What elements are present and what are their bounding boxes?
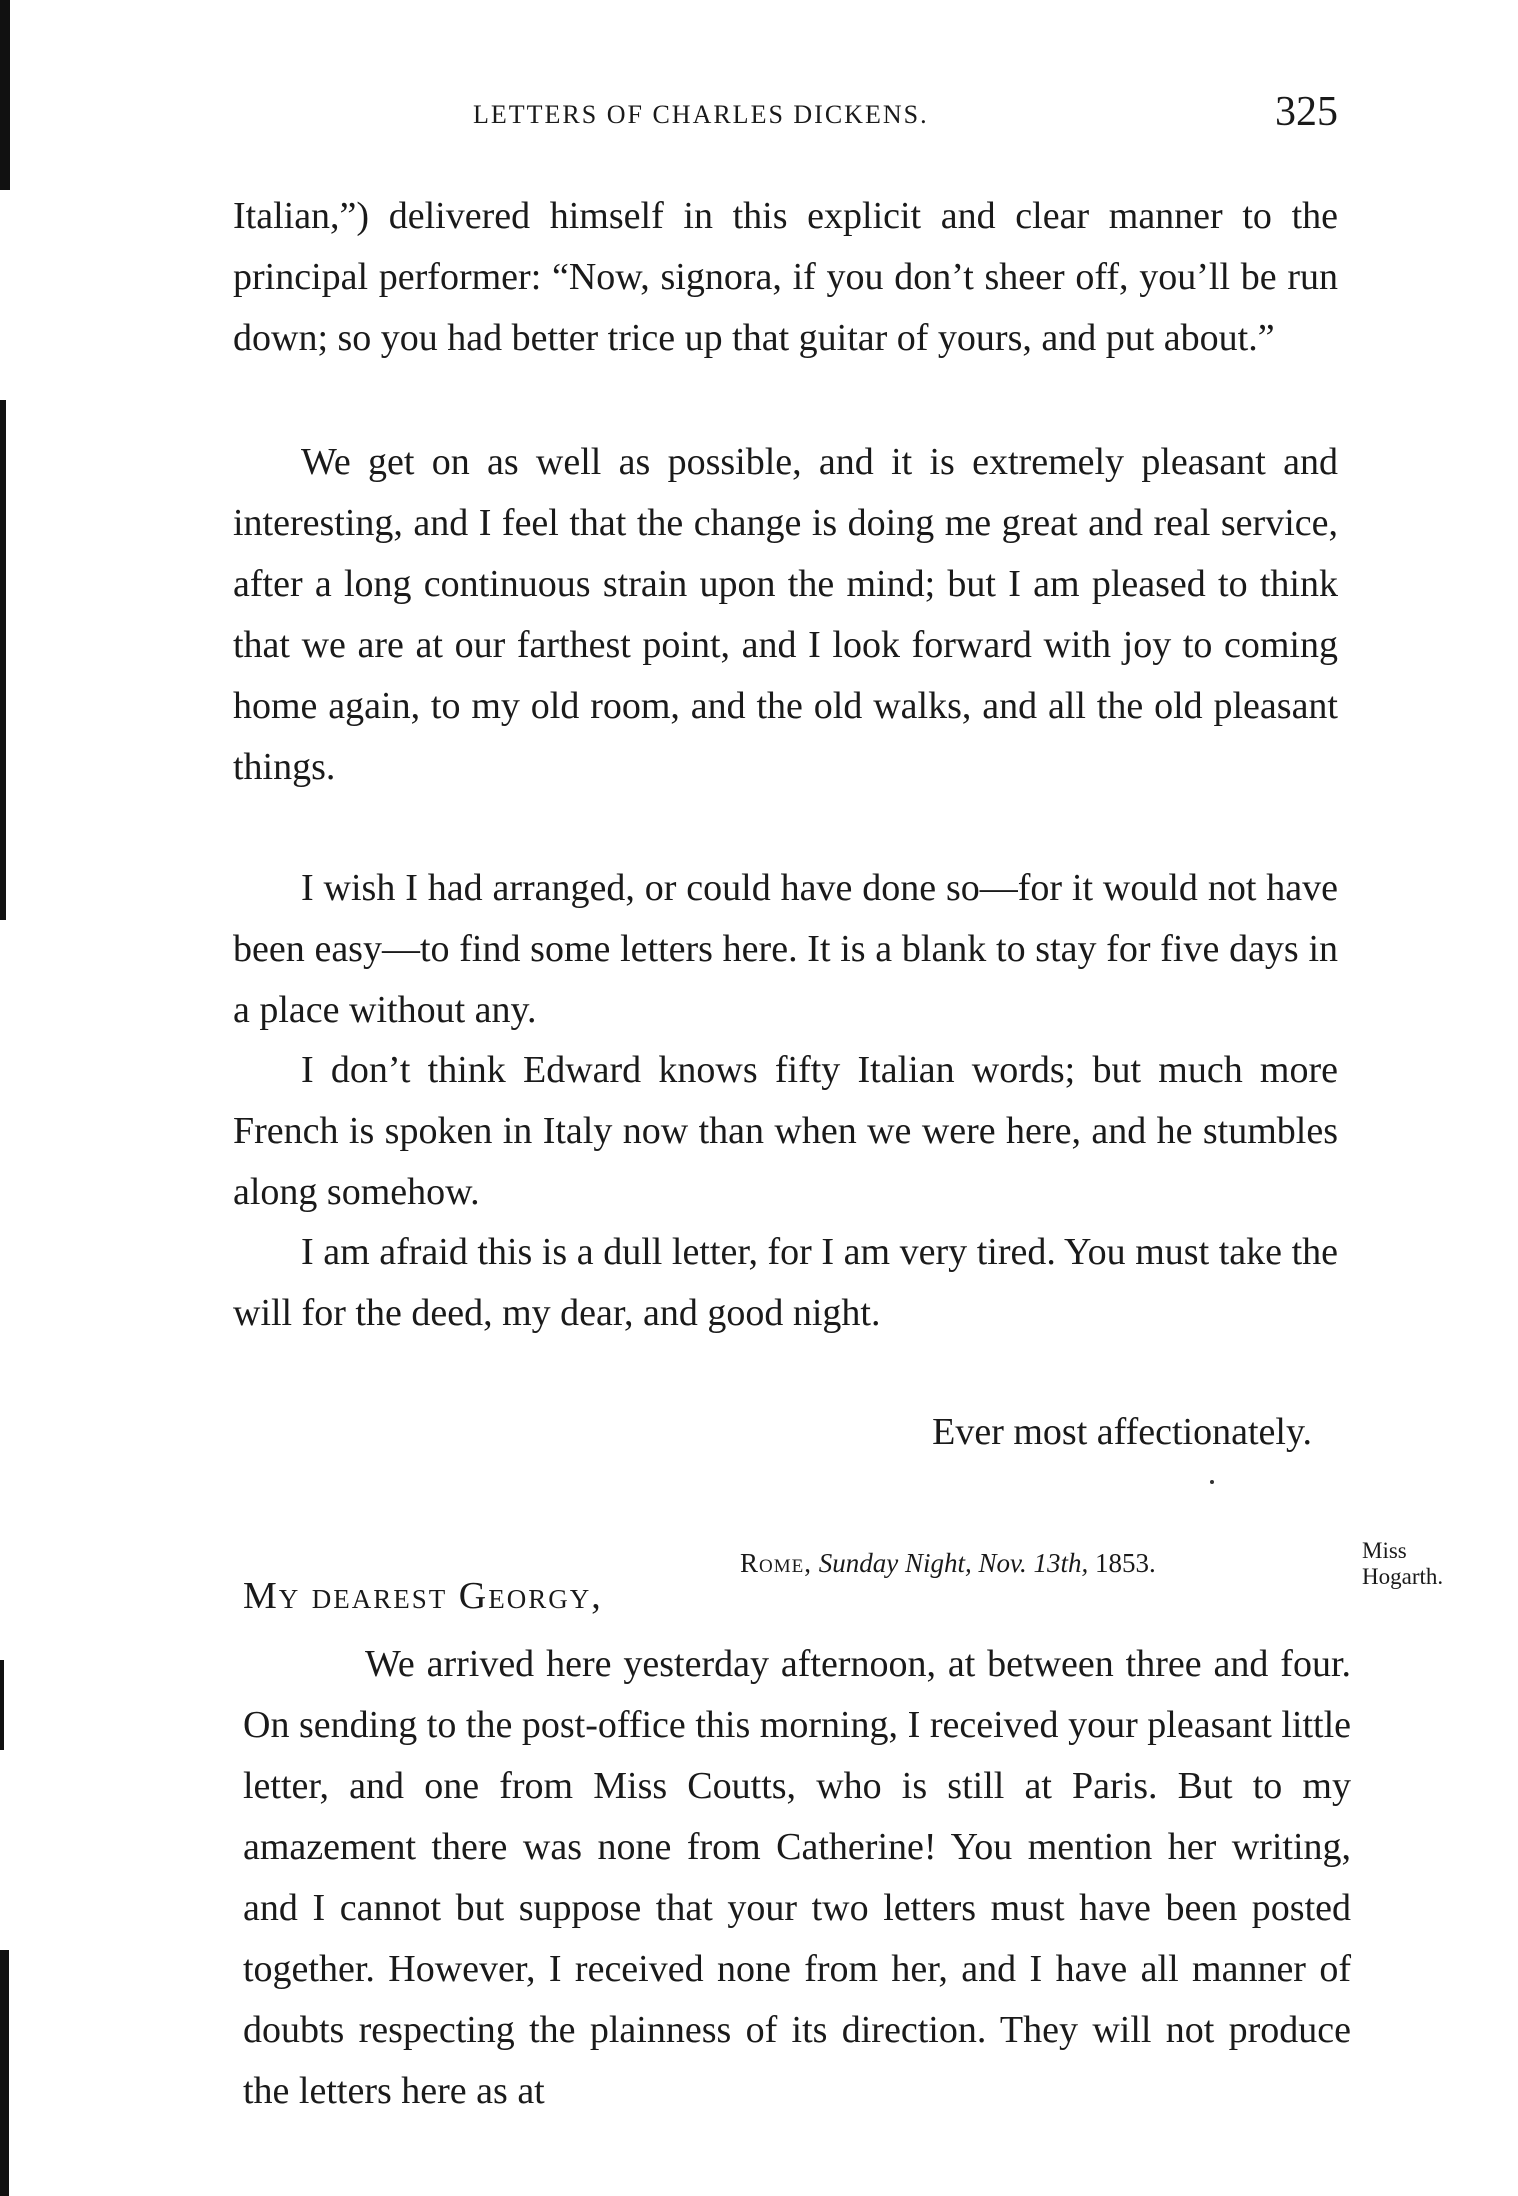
binding-edge-mark xyxy=(0,1950,9,2196)
letter-paragraph: I am afraid this is a dull letter, for I am very tired. You must take the will for the deed, my dear, and good night. xyxy=(233,1231,1338,1334)
letter-salutation: My dearest Georgy, xyxy=(243,1575,603,1617)
dateline-year: 1853. xyxy=(1094,1548,1156,1578)
binding-edge-mark xyxy=(0,1660,4,1750)
dateline-day: Sunday Night, Nov. 13th, xyxy=(818,1548,1089,1578)
letter-closing: Ever most affectionately. xyxy=(932,1411,1312,1453)
running-title: LETTERS OF CHARLES DICKENS. xyxy=(473,100,929,129)
letter-paragraph: I don’t think Edward knows fifty Italian words; but much more French is spoken in Italy now than when we were here, and he stumbles along somehow. xyxy=(233,1049,1338,1213)
binding-edge-mark xyxy=(0,0,10,190)
marginal-note-line: Miss xyxy=(1362,1538,1407,1563)
marginal-recipient-note xyxy=(1362,1538,1472,1590)
dateline-place: Rome, xyxy=(740,1548,812,1578)
print-speck xyxy=(1210,1480,1214,1484)
letter-paragraph: Italian,”) delivered himself in this explicit and clear manner to the principal performer: “Now, signora, if you don’t sheer off, you’ll be run down; so you had better trice up that guitar of yours, and put about.” xyxy=(233,195,1338,359)
page-number: 325 xyxy=(1275,89,1338,135)
page-header xyxy=(233,88,1338,138)
letter-paragraph: We get on as well as possible, and it is extremely pleasant and interesting, and I feel that the change is doing me great and real service, after a long continuous strain upon the mind; but I am pleased to think that we are at our farthest point, and I look forward with joy to coming home again, to my old room, and the old walks, and all the old pleasant things. xyxy=(233,441,1338,788)
letter-dateline xyxy=(740,1548,1156,1579)
letter-paragraph: We arrived here yesterday afternoon, at between three and four. On sending to the post-office this morning, I received your pleasant little letter, and one from Miss Coutts, who is still at Paris. But to my amazement there was none from Catherine! You mention her writing, and I cannot but suppose that your two letters must have been posted together. However, I received none from her, and I have all manner of doubts respecting the plainness of its direction. They will not produce the letters here as at xyxy=(243,1643,1351,2112)
marginal-note-line: Hogarth. xyxy=(1362,1564,1444,1589)
binding-edge-mark xyxy=(0,400,6,920)
letter-paragraph: I wish I had arranged, or could have done so—for it would not have been easy—to find some letters here. It is a blank to stay for five days in a place without any. xyxy=(233,867,1338,1031)
